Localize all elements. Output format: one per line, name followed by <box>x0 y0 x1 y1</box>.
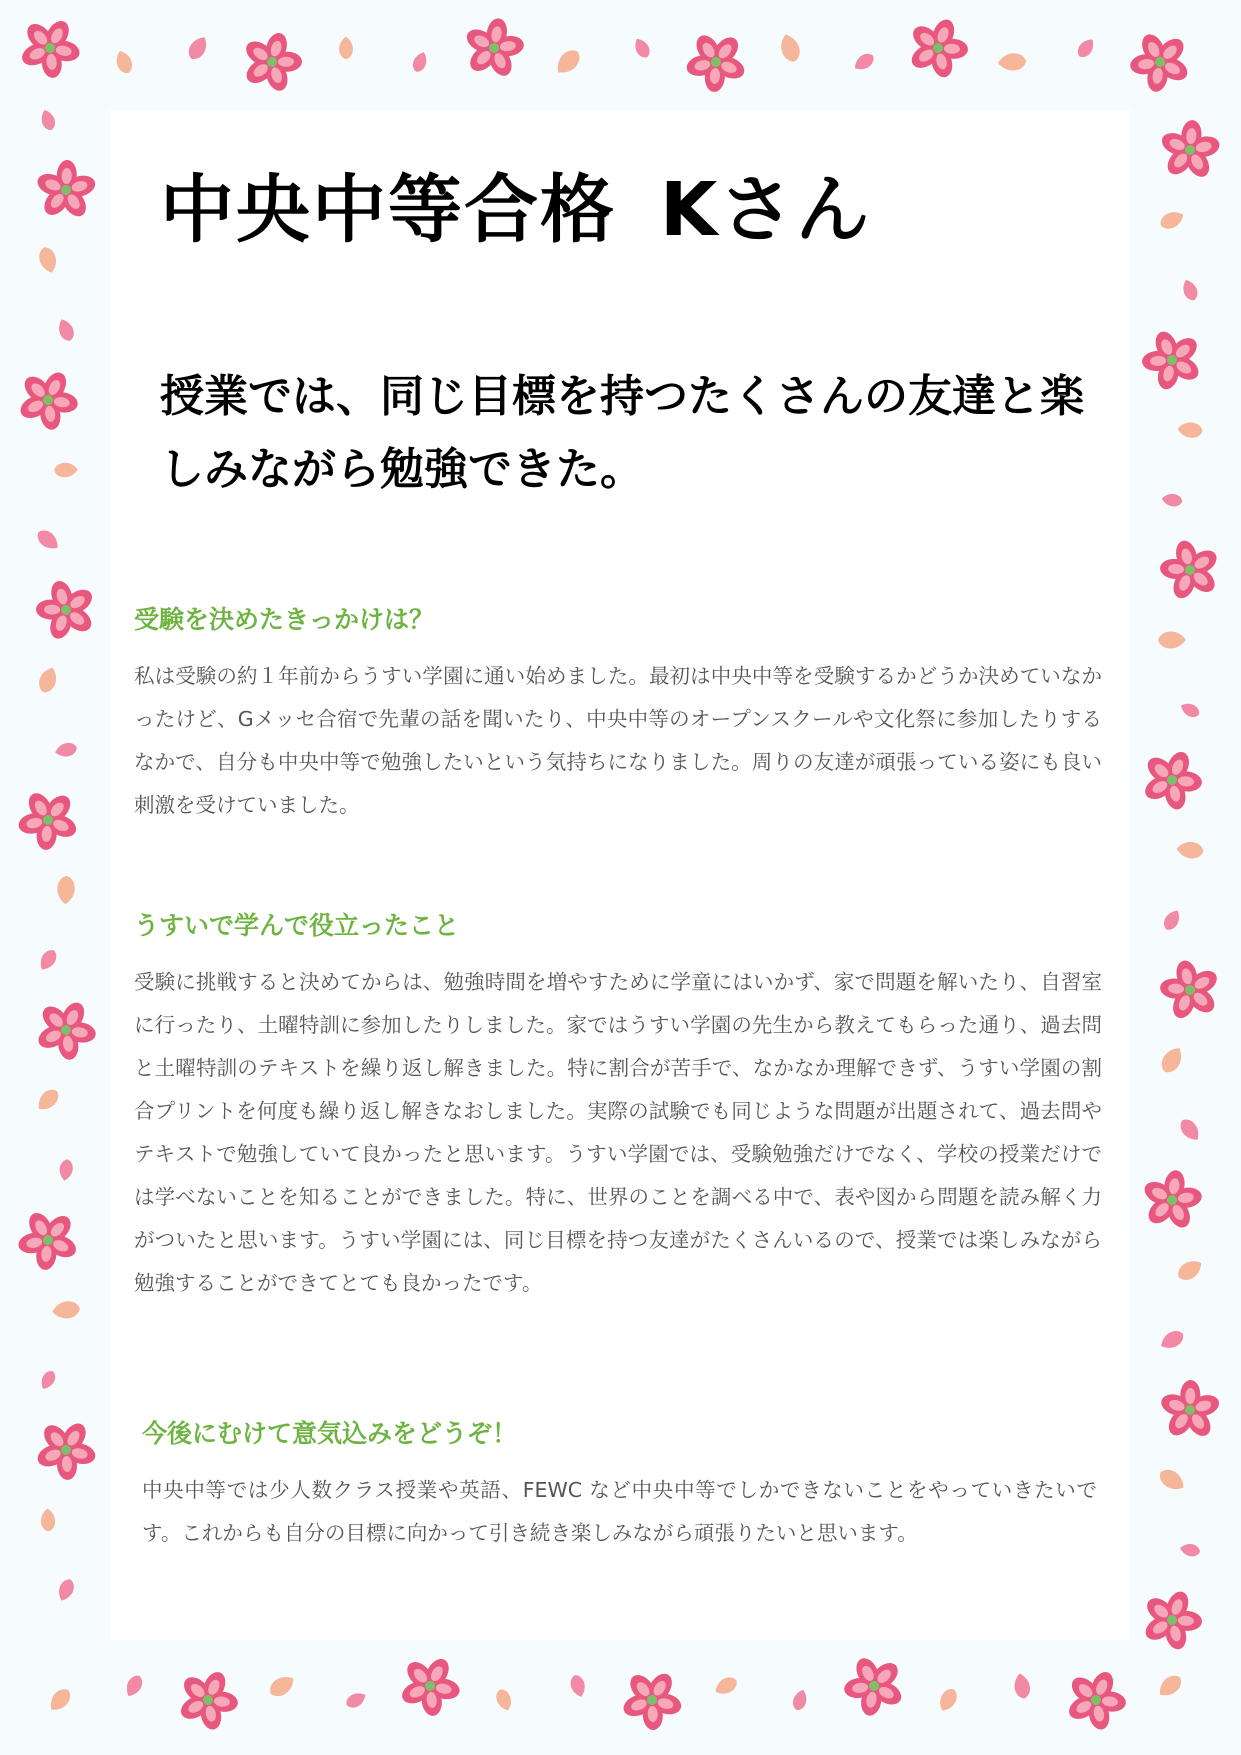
cherry-blossom-icon <box>33 158 99 221</box>
cherry-blossom-icon <box>1116 18 1203 105</box>
petal-icon <box>791 1688 810 1712</box>
cherry-blossom-icon <box>1129 317 1216 404</box>
petal-icon <box>57 875 76 904</box>
cherry-blossom-icon <box>24 989 108 1071</box>
section-aspirations <box>142 1418 1097 1555</box>
section-body: 私は受験の約１年前からうすい学園に通い始めました。最初は中央中等を受験するかどうか決めていなかったけど、Gメッセ合宿で先輩の話を聞いたり、中央中等のオープンスクールや文化祭に参加したりするなかで、自分も中央中等で勉強したいという気持ちになりました。周りの友達が頑張っている姿にも良い刺激を受けていました。 <box>134 663 1102 817</box>
petal-icon <box>41 1508 56 1531</box>
petal-icon <box>113 48 135 75</box>
petal-icon <box>1179 1542 1201 1558</box>
section-body: 中央中等では少人数クラス授業や英語、FEWC など中央中等でしかできないことをやっていきたいです。これからも自分の目標に向かって引き続き楽しみながら頑張りたいと思います。 <box>142 1477 1097 1545</box>
petal-icon <box>185 33 211 62</box>
cherry-blossom-icon <box>830 1642 917 1729</box>
petal-icon <box>34 1086 63 1115</box>
cherry-blossom-icon <box>1132 1581 1213 1660</box>
petal-icon <box>631 36 652 61</box>
cherry-blossom-icon <box>1156 117 1225 183</box>
petal-icon <box>777 32 803 65</box>
petal-icon <box>36 947 60 973</box>
petal-icon <box>1161 907 1184 933</box>
petal-icon <box>1177 1116 1204 1145</box>
petal-icon <box>1158 208 1187 232</box>
cherry-blossom-icon <box>672 19 759 106</box>
petal-icon <box>1178 700 1201 720</box>
petal-icon <box>339 37 353 60</box>
cherry-blossom-icon <box>6 359 90 441</box>
petal-icon <box>1180 277 1201 302</box>
petal-icon <box>1161 492 1183 507</box>
petal-icon <box>1155 1671 1185 1700</box>
cherry-blossom-icon <box>1136 1165 1208 1235</box>
petal-icon <box>1157 1044 1186 1077</box>
petal-icon <box>997 52 1026 71</box>
petal-icon <box>122 1673 145 1700</box>
petal-icon <box>552 46 584 79</box>
page-title <box>160 167 872 253</box>
petal-icon <box>38 1368 59 1392</box>
petal-icon <box>55 1577 77 1604</box>
section-heading: 今後にむけて意気込みをどうぞ！ <box>142 1419 518 1448</box>
section-useful-learning <box>134 910 1102 1305</box>
section-body: 受験に挑戦すると決めてからは、勉強時間を増やすために学童にはいかず、家で問題を解いたり、自習室に行ったり、土曜特訓に参加したりしました。家ではうすい学園の先生から教えてもらった通り、過去問と土曜特訓のテキストを繰り返し解きました。特に割合が苦手で、なかなか理解できず、うすい学園の割合プリントを何度も繰り返し解きなおしました。実際の試験でも同じような問題が出題されて、過去問やテキストで勉強していて良かったと思います。うすい学園では、受験勉強だけでなく、学校の授業だけでは学べないことを知ることができました。特に、世界のことを調べる中で、表や図から問題を読み解く力がついたと思います。うすい学園には、同じ目標を持つ友達がたくさんいるので、授業では楽しみながら勉強することができてとても良かったです。 <box>134 969 1102 1295</box>
cherry-blossom-icon <box>1148 527 1232 612</box>
petal-icon <box>712 1674 740 1698</box>
cherry-blossom-icon <box>609 1658 695 1743</box>
petal-icon <box>54 741 79 759</box>
petal-icon <box>51 1300 81 1320</box>
cherry-blossom-icon <box>388 1644 473 1727</box>
petal-icon <box>493 1687 514 1713</box>
petal-icon <box>1176 840 1204 859</box>
title-school-result: 中央中等合格 <box>160 167 616 253</box>
petal-icon <box>34 527 62 554</box>
petal-icon <box>1012 1672 1032 1700</box>
section-motivation <box>134 604 1102 827</box>
title-student-name: Kさん <box>660 167 872 253</box>
petal-icon <box>36 665 60 695</box>
petal-icon <box>1157 1327 1186 1352</box>
petal-icon <box>46 1685 75 1715</box>
cherry-blossom-icon <box>167 1660 250 1741</box>
petal-icon <box>39 108 58 132</box>
petal-icon <box>410 50 429 74</box>
cherry-blossom-icon <box>1148 948 1232 1033</box>
petal-icon <box>1158 631 1186 648</box>
cherry-blossom-icon <box>8 6 93 89</box>
petal-icon <box>1177 421 1203 438</box>
petal-icon <box>54 462 78 478</box>
petal-icon <box>936 1686 961 1715</box>
section-heading: うすいで学んで役立ったこと <box>134 911 460 940</box>
petal-icon <box>1174 1256 1205 1284</box>
petal-icon <box>851 50 877 73</box>
cherry-blossom-icon <box>233 24 311 100</box>
cherry-blossom-icon <box>1131 740 1213 820</box>
section-heading: 受験を決めたきっかけは？ <box>134 605 435 634</box>
petal-icon <box>37 245 60 275</box>
petal-icon <box>344 1689 369 1710</box>
cherry-blossom-icon <box>457 13 530 84</box>
cherry-blossom-icon <box>898 9 979 88</box>
cherry-blossom-icon <box>23 1408 109 1493</box>
petal-icon <box>58 1158 74 1181</box>
petal-icon <box>266 1672 298 1701</box>
petal-icon <box>55 317 76 343</box>
petal-icon <box>568 1673 587 1699</box>
cherry-blossom-icon <box>1055 1660 1137 1741</box>
cherry-blossom-icon <box>1158 1379 1223 1441</box>
cherry-blossom-icon <box>23 567 108 653</box>
cherry-blossom-icon <box>4 777 91 864</box>
petal-icon <box>1156 1465 1188 1494</box>
petal-icon <box>1074 36 1097 61</box>
cherry-blossom-icon <box>4 1197 91 1284</box>
lead-quote: 授業では、同じ目標を持つたくさんの友達と楽しみながら勉強できた。 <box>160 371 1084 495</box>
